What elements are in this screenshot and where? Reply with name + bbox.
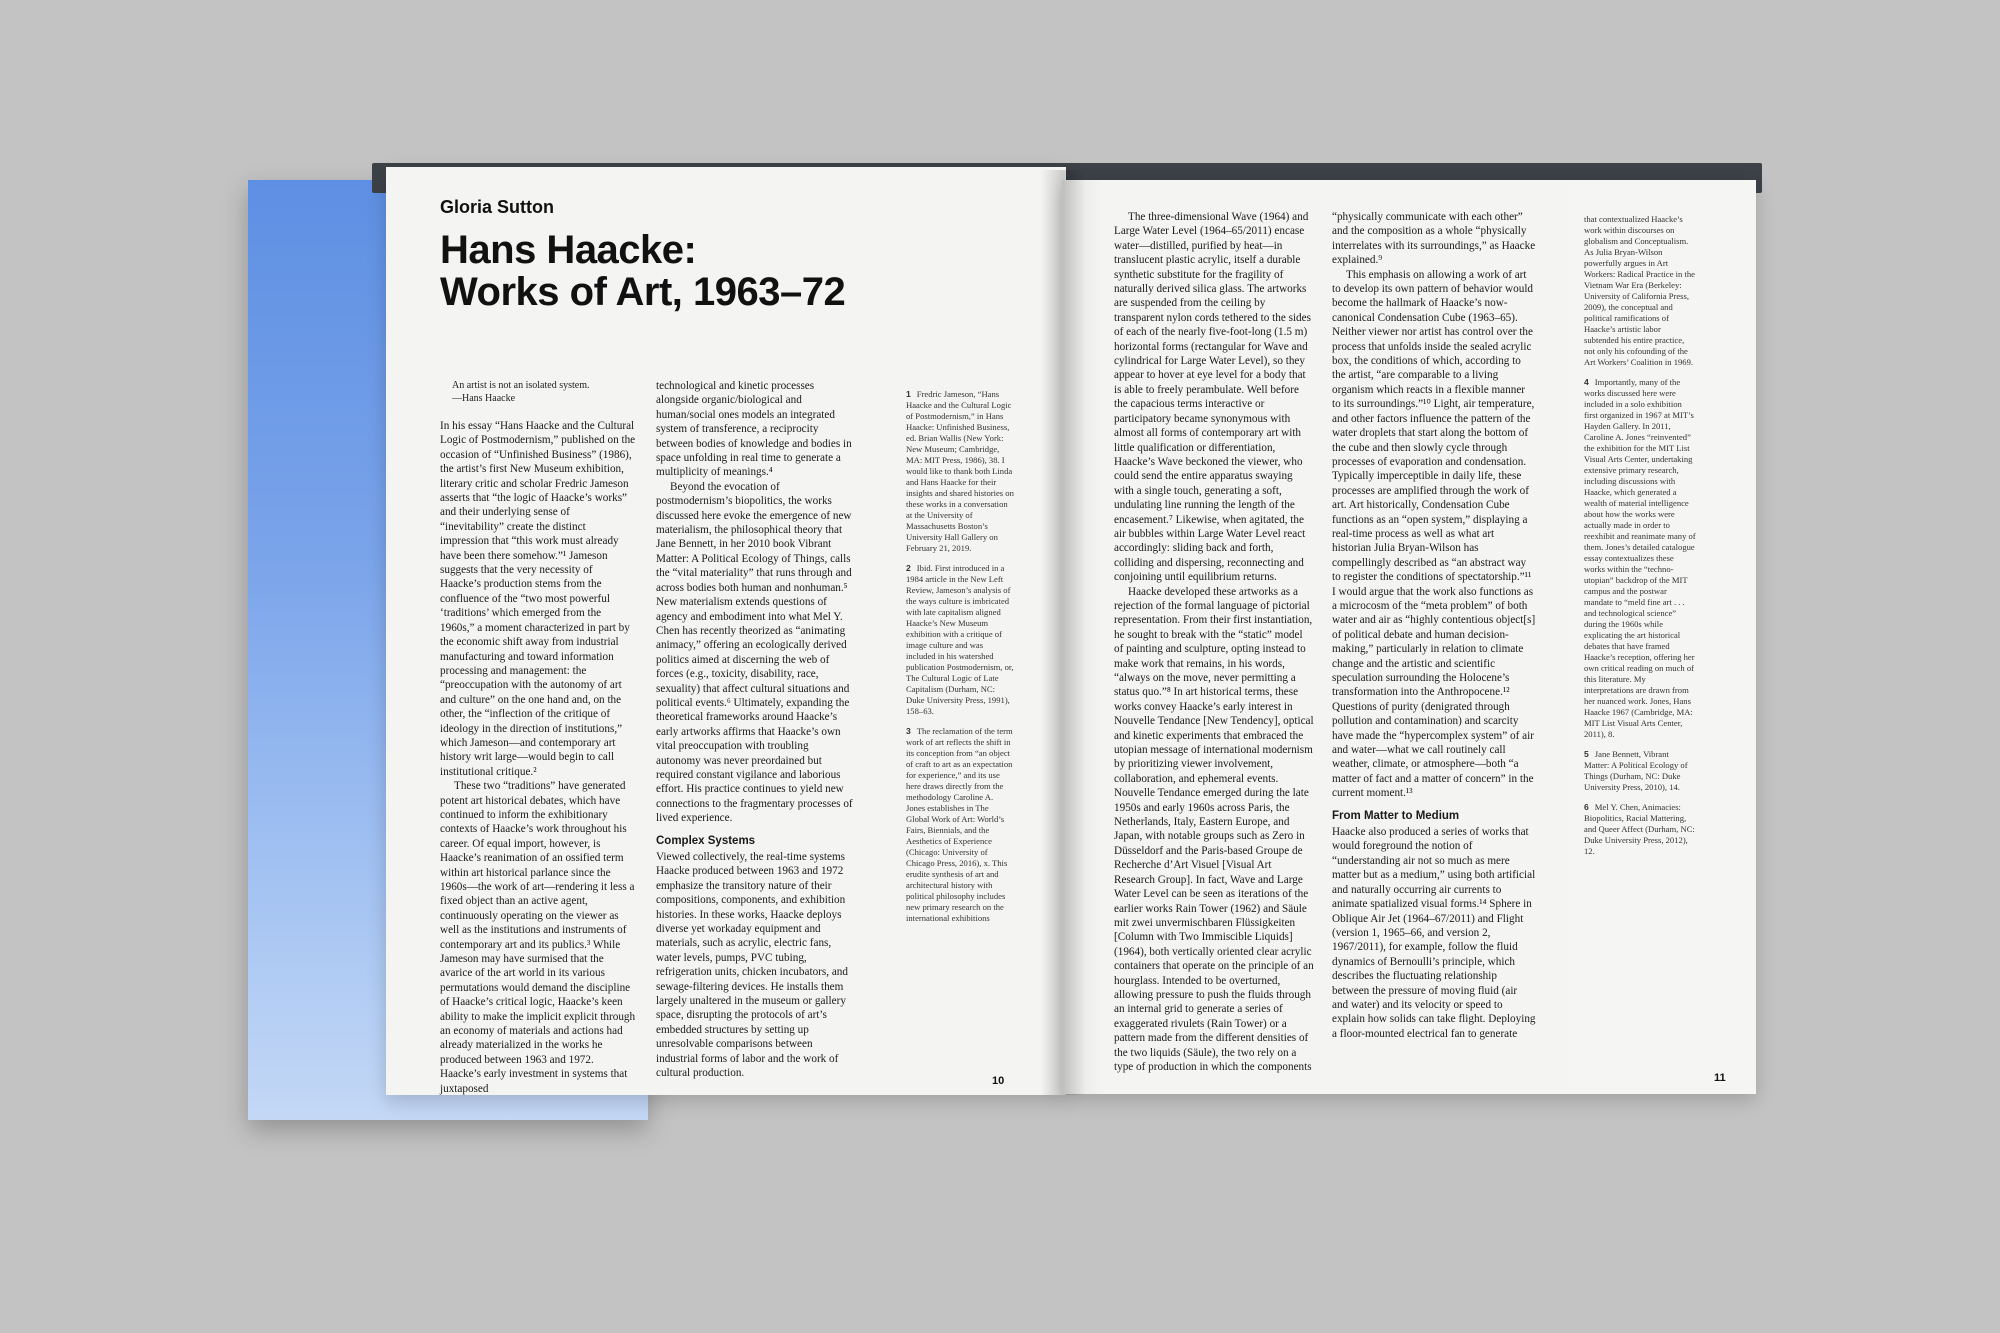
paragraph: Haacke developed these artworks as a rejection of the formal language of pictorial representation. From their first instantiation, he sought to break with the “static” model of painting and sculpture, opting instead to make work that remains, in his words, “always on the move, never permitting a status quo.”⁸ In art historical terms, these works convey Haacke’s early interest in Nouvelle Tendance [New Tendency], optical and kinetic experiments that embraced the utopian message of international modernism by prioritizing viewer involvement, collaboration, and ephemeral events. Nouvelle Tendance emerged during the late 1950s and early 1960s across Paris, the Netherlands, Italy, Eastern Europe, and Japan, with notable groups such as Zero in Düsseldorf and the Paris-based Groupe de Recherche d’Art Visuel [Visual Art Research Group]. In fact, Wave and Large Water Level can be seen as iterations of the earlier works Rain Tower (1962) and Säule mit zwei unvermischbaren Flüssigkeiten [Column with Two Immiscible Liquids] (1964), both vertically oriented clear acrylic containers that operate on the principle of an hourglass. Intended to be overturned, allowing pressure to push the fluids through an internal grid to generate a series of exaggerated rivulets (Rain Tower) or a pattern made from the different densities of the two liquids (Säule), the two rely on a type of production in which the components: [1114, 585, 1314, 1073]
paragraph: In his essay “Hans Haacke and the Cultural Logic of Postmodernism,” published on the occasion of “Unfinished Business” (1986), the artist’s first New Museum exhibition, literary critic and scholar Fredric Jameson asserts that “the logic of Haacke’s works” and their underlying sense of “inevitability” create the distinct impression that “this work must already have been there somehow.”¹ Jameson suggests that the very necessity of Haacke’s production stems from the confluence of the “two most powerful ‘traditions’ which emerged from the 1960s,” a moment characterized in part by the economic shift away from industrial manufacturing and toward information processing and management: the “preoccupation with the autonomy of art and culture” on the one hand and, on the other, the “inflection of the critique of ideology in the direction of institutions,” which Jameson—and contemporary art history writ large—would begin to call institutional critique.²: [440, 420, 636, 778]
title-line-1: Hans Haacke:: [440, 228, 697, 272]
footnote-number: 3: [906, 726, 911, 736]
epigraph: [452, 379, 590, 405]
right-page: [1062, 180, 1756, 1094]
left-column-1: [440, 419, 636, 1095]
footnote: [906, 726, 1014, 924]
paragraph: “physically communicate with each other” and the composition as a whole “physically interrelates with its surroundings,” as Haacke explained.⁹: [1332, 211, 1536, 267]
footnote-text: Importantly, many of the works discussed here were included in a solo exhibition first organized in 1967 at MIT’s Hayden Gallery. In 2011, Caroline A. Jones “reinvented” the exhibition for the MIT List Visual Arts Center, undertaking extensive primary research, including discussions with Haacke, which generated a wealth of material intelligence about how the works were actually made in order to reexhibit and reanimate many of them. Jones’s detailed catalogue essay contextualizes these works within the “techno-utopian” backdrop of the MIT campus and the postwar mandate to “meld fine art . . . and technological science” during the 1960s while explicating the art historical debates that have framed Haacke’s reception, offering her own critical reading on much of this literature. My interpretations are drawn from her nuanced work. Jones, Hans Haacke 1967 (Cambridge, MA: MIT List Visual Arts Center, 2011), 8.: [1584, 377, 1696, 739]
title-line-2: Works of Art, 1963–72: [440, 270, 846, 314]
paragraph: This emphasis on allowing a work of art to develop its own pattern of behavior would become the hallmark of Haacke’s now-canonical Condensation Cube (1963–65). Neither viewer nor artist has control over the process that unfolds inside the sealed acrylic box, the conditions of which, according to the artist, “are comparable to a living organism which reacts in a flexible manner to its surroundings.”¹⁰ Light, air temperature, and other factors influence the pattern of the water droplets that start along the bottom of the cube and then slowly cycle through processes of evaporation and condensation. Typically imperceptible in daily life, these processes are amplified through the work of art. Art historically, Condensation Cube functions as an “open system,” displaying a real-time process as well as what art historian Julia Bryan-Wilson has compellingly described as “an abstract way to register the conditions of spectatorship.”¹¹ I would argue that the work also functions as a microcosm of the “meta problem” of both water and air as “highly contentious object[s] of political debate and human decision-making,” particularly in relation to climate change and the artistic and scientific speculation surrounding the Holocene’s transformation into the Anthropocene.¹² Questions of purity (denigrated through pollution and contamination) and scarcity have made the “hypercomplex system” of air and water—what we call routinely call weather, climate, or atmosphere—both “a matter of fact and a matter of concern” in the current moment.¹³: [1332, 268, 1536, 800]
right-footnotes: [1584, 214, 1696, 866]
paragraph: Viewed collectively, the real-time systems Haacke produced between 1963 and 1972 emphasize the transitory nature of their compositions, components, and exhibition histories. In these works, Haacke deploys diverse yet workaday equipment and materials, such as acrylic, electric fans, water levels, pumps, PVC tubing, refrigeration units, chicken incubators, and sewage-filtering devices. He installs them largely unaltered in the museum or gallery space, disrupting the protocols of art’s embedded structures by setting up unresolvable comparisons between industrial forms of labor and the work of cultural production.: [656, 851, 848, 1080]
left-page: [386, 167, 1066, 1095]
footnote: [1584, 749, 1696, 793]
paragraph: technological and kinetic processes alongside organic/biological and human/social ones models an integrated system of transference, a reciprocity between bodies of knowledge and bodies in space unfolding in real time to generate a multiplicity of meanings.⁴: [656, 380, 852, 479]
paragraph: Haacke also produced a series of works that would foreground the notion of “understanding air not so much as mere matter but as a medium,” using both artificial and naturally occurring air currents to animate spatialized visual forms.¹⁴ Sphere in Oblique Air Jet (1964–67/2011) and Flight (version 1, 1965–66, and version 2, 1967/2011), for example, follow the fluid dynamics of Bernoulli’s principle, which describes the fluctuating relationship between the pressure of moving fluid (air and water) and its velocity or speed to explain how solids can take flight. Deploying a floor-mounted electrical fan to generate: [1332, 826, 1536, 1040]
page-number: 11: [1714, 1072, 1726, 1084]
footnote-text: Ibid. First introduced in a 1984 article in the New Left Review, Jameson’s analysis of the ways culture is imbricated with late capitalism aligned Haacke’s New Museum exhibition with a critique of image culture and was included in his watershed publication Postmodernism, or, The Cultural Logic of Late Capitalism (Durham, NC: Duke University Press, 1991), 158–63.: [906, 563, 1014, 716]
right-column-2: [1332, 210, 1536, 1041]
epigraph-attribution: —Hans Haacke: [452, 393, 516, 404]
footnote: [906, 563, 1014, 717]
footnote-continued: that contextualized Haacke’s work within discourses on globalism and Conceptualism. As Julia Bryan-Wilson powerfully argues in Art Workers: Radical Practice in the Vietnam War Era (Berkeley: University of California Press, 2009), the conceptual and political ramifications of Haacke’s artistic labor subtended his entire practice, not only his cofounding of the Art Workers’ Coalition in 1969.: [1584, 214, 1695, 367]
left-column-2: [656, 379, 854, 1081]
article-title: [440, 229, 845, 313]
left-footnotes: [906, 389, 1014, 933]
paragraph: Beyond the evocation of postmodernism’s biopolitics, the works discussed here evoke the emergence of new materialism, the philosophical theory that Jane Bennett, in her 2010 book Vibrant Matter: A Political Ecology of Things, calls the “vital materiality” that runs through and across bodies both human and nonhuman.⁵ New materialism extends questions of agency and embodiment into what Mel Y. Chen has recently theorized as “animating animacy,” offering an ecologically derived politics aimed at discerning the web of forces (e.g., toxicity, disability, race, sexuality) that affect cultural situations and political events.⁶ Ultimately, expanding the theoretical frameworks around Haacke’s early artworks affirms that Haacke’s own vital preoccupation with troubling autonomy was never preordained but required constant vigilance and laborious effort. His practice continues to yield new connections to the fragmentary processes of lived experience.: [656, 480, 853, 825]
epigraph-text: An artist is not an isolated system.: [452, 380, 590, 391]
paragraph: These two “traditions” have generated potent art historical debates, which have continued to inform the exhibitionary contexts of Haacke’s work throughout his career. Of equal import, however, is Haacke’s reanimation of an ossified term within art historical parlance since the 1960s—the work of art—rendering it less a fixed object than an active agent, continuously operating on the viewer as well as the institutions and instruments of contemporary art and its publics.³ While Jameson may have surmised that the avarice of the art world in its various permutations would demand the discipline of Haacke’s critical logic, Haacke’s keen ability to make the implicit explicit through an economy of materials and actions had already materialized in the works he produced between 1963 and 1972. Haacke’s early investment in systems that juxtaposed: [440, 780, 636, 1095]
author-name: Gloria Sutton: [440, 197, 554, 217]
footnote-number: 2: [906, 563, 911, 573]
footnote-number: 5: [1584, 749, 1589, 759]
footnote-number: 6: [1584, 802, 1589, 812]
page-number: 10: [992, 1075, 1005, 1087]
section-heading: From Matter to Medium: [1332, 809, 1460, 822]
footnote-text: Fredric Jameson, “Hans Haacke and the Cultural Logic of Postmodernism,” in Hans Haacke: Unfinished Business, ed. Brian Wallis (New York: New Museum; Cambridge, MA: MIT Press, 1986), 38. I would like to thank both Linda and Hans Haacke for their insights and shared histories on these works in a conversation at the University of Massachusetts Boston’s University Hall Gallery on February 21, 2019.: [906, 389, 1014, 553]
footnote: [906, 389, 1014, 554]
footnote-text: Mel Y. Chen, Animacies: Biopolitics, Racial Mattering, and Queer Affect (Durham, NC: Duke University Press, 2012), 12.: [1584, 802, 1695, 856]
paragraph: The three-dimensional Wave (1964) and Large Water Level (1964–65/2011) encase water—distilled, purified by heat—in translucent plastic acrylic, itself a durable synthetic substitute for the fragility of naturally derived silica glass. The artworks are suspended from the ceiling by transparent nylon cords tethered to the sides of each of the nearly five-foot-long (1.5 m) horizontal forms (rectangular for Wave and cylindrical for Large Water Level), so they appear to hover at eye level for a body that is able to freely perambulate. Well before the capacious terms interactive or participatory became synonymous with almost all forms of contemporary art with little qualification or differentiation, Haacke’s Wave beckoned the viewer, who could send the entire apparatus swaying with a single touch, generating a soft, undulating line running the length of the encasement.⁷ Likewise, when agitated, the air bubbles within Large Water Level react accordingly: sliding back and forth, colliding and dispersing, reconnecting and conjoining until equilibrium returns.: [1114, 211, 1311, 584]
right-column-1: [1114, 210, 1314, 1074]
footnote-number: 4: [1584, 377, 1589, 387]
footnote-text: The reclamation of the term work of art reflects the shift in its conception from “an object of craft to art as an expectation for experience,” and its use here draws directly from the methodology Caroline A. Jones establishes in The Global Work of Art: World’s Fairs, Biennials, and the Aesthetics of Experience (Chicago: University of Chicago Press, 2016), x. This erudite synthesis of art and architectural history with political philosophy includes new primary research on the international exhibitions: [906, 726, 1013, 923]
footnote: [1584, 377, 1696, 740]
section-heading: Complex Systems: [656, 834, 756, 847]
footnote-number: 1: [906, 389, 911, 399]
footnote: [1584, 802, 1696, 857]
footnote-text: Jane Bennett, Vibrant Matter: A Political Ecology of Things (Durham, NC: Duke University Press, 2010), 14.: [1584, 749, 1688, 792]
